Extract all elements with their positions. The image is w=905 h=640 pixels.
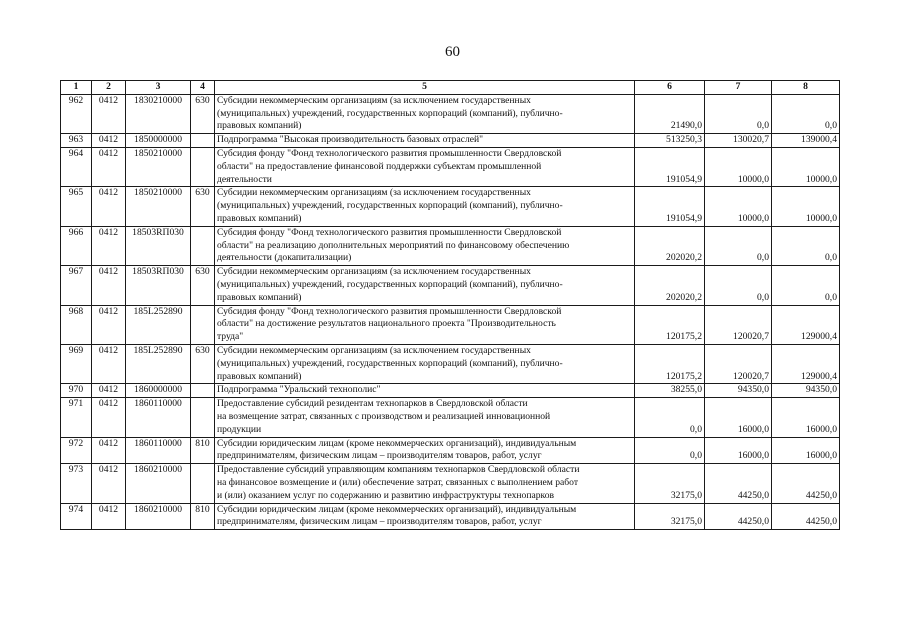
row-number-cell: 969: [61, 344, 92, 383]
target-code-cell: 185L252890: [126, 344, 191, 383]
column-header: 7: [705, 81, 772, 95]
section-code-cell: 0412: [92, 94, 126, 133]
amount-col6-cell: 120175,2: [635, 344, 705, 383]
amount-col7-cell: 16000,0: [705, 398, 772, 437]
description-cell: Подпрограмма "Уральский технополис": [215, 384, 635, 398]
amount-col6-cell: 202020,2: [635, 266, 705, 305]
amount-col8-cell: 16000,0: [772, 437, 840, 464]
section-code-cell: 0412: [92, 187, 126, 226]
amount-col7-cell: 0,0: [705, 226, 772, 265]
column-header: 1: [61, 81, 92, 95]
expense-type-cell: 630: [191, 94, 215, 133]
target-code-cell: 1850000000: [126, 134, 191, 148]
row-number-cell: 967: [61, 266, 92, 305]
table-row: [61, 187, 840, 226]
column-header: 2: [92, 81, 126, 95]
amount-col7-cell: 16000,0: [705, 437, 772, 464]
row-number-cell: 971: [61, 398, 92, 437]
row-number-cell: 973: [61, 464, 92, 503]
target-code-cell: 1860000000: [126, 384, 191, 398]
table-row: [61, 437, 840, 464]
description-cell: Подпрограмма "Высокая производительность базовых отраслей": [215, 134, 635, 148]
table-row: [61, 464, 840, 503]
expense-type-cell: [191, 134, 215, 148]
amount-col7-cell: 94350,0: [705, 384, 772, 398]
expense-type-cell: 630: [191, 266, 215, 305]
expense-type-cell: [191, 398, 215, 437]
section-code-cell: 0412: [92, 384, 126, 398]
amount-col6-cell: 513250,3: [635, 134, 705, 148]
target-code-cell: 18503RП030: [126, 266, 191, 305]
target-code-cell: 185L252890: [126, 305, 191, 344]
description-cell: Предоставление субсидий резидентам технопарков в Свердловской области на возмещение затрат, связанных с производством и реализацией инновационной продукции: [215, 398, 635, 437]
amount-col8-cell: 129000,4: [772, 305, 840, 344]
expense-type-cell: [191, 147, 215, 186]
table-row: [61, 226, 840, 265]
amount-col8-cell: 44250,0: [772, 464, 840, 503]
column-header: 4: [191, 81, 215, 95]
amount-col7-cell: 130020,7: [705, 134, 772, 148]
amount-col8-cell: 94350,0: [772, 384, 840, 398]
target-code-cell: 1850210000: [126, 147, 191, 186]
expense-type-cell: [191, 226, 215, 265]
amount-col8-cell: 139000,4: [772, 134, 840, 148]
table-row: [61, 398, 840, 437]
description-cell: Субсидии некоммерческим организациям (за исключением государственных (муниципальных) учреждений, государственных корпораций (компаний), публично- правовых компаний): [215, 187, 635, 226]
table-row: [61, 134, 840, 148]
section-code-cell: 0412: [92, 305, 126, 344]
column-header: 5: [215, 81, 635, 95]
row-number-cell: 972: [61, 437, 92, 464]
table-row: [61, 344, 840, 383]
section-code-cell: 0412: [92, 503, 126, 530]
expense-type-cell: [191, 384, 215, 398]
description-cell: Предоставление субсидий управляющим компаниям технопарков Свердловской области на финансовое возмещение и (или) обеспечение затрат, связанных с выполнением работ и (или) оказанием услуг по содержанию и развитию инфраструктуры технопарков: [215, 464, 635, 503]
amount-col6-cell: 0,0: [635, 398, 705, 437]
amount-col8-cell: 10000,0: [772, 147, 840, 186]
row-number-cell: 968: [61, 305, 92, 344]
expense-type-cell: 810: [191, 437, 215, 464]
budget-table: [60, 80, 840, 530]
table-row: [61, 503, 840, 530]
table-row: [61, 305, 840, 344]
page-number: 60: [445, 44, 460, 60]
expense-type-cell: 630: [191, 187, 215, 226]
target-code-cell: 1860210000: [126, 464, 191, 503]
section-code-cell: 0412: [92, 266, 126, 305]
amount-col8-cell: 0,0: [772, 226, 840, 265]
description-cell: Субсидии некоммерческим организациям (за исключением государственных (муниципальных) учреждений, государственных корпораций (компаний), публично- правовых компаний): [215, 94, 635, 133]
section-code-cell: 0412: [92, 437, 126, 464]
amount-col8-cell: 0,0: [772, 94, 840, 133]
column-header: 8: [772, 81, 840, 95]
amount-col6-cell: 191054,9: [635, 187, 705, 226]
section-code-cell: 0412: [92, 226, 126, 265]
amount-col8-cell: 44250,0: [772, 503, 840, 530]
table-row: [61, 266, 840, 305]
section-code-cell: 0412: [92, 398, 126, 437]
amount-col7-cell: 44250,0: [705, 464, 772, 503]
amount-col8-cell: 0,0: [772, 266, 840, 305]
description-cell: Субсидия фонду "Фонд технологического развития промышленности Свердловской области" на предоставление финансовой поддержки субъектам промышленной деятельности: [215, 147, 635, 186]
amount-col8-cell: 129000,4: [772, 344, 840, 383]
amount-col8-cell: 16000,0: [772, 398, 840, 437]
description-cell: Субсидии некоммерческим организациям (за исключением государственных (муниципальных) учреждений, государственных корпораций (компаний), публично- правовых компаний): [215, 344, 635, 383]
amount-col7-cell: 0,0: [705, 94, 772, 133]
expense-type-cell: 630: [191, 344, 215, 383]
row-number-cell: 963: [61, 134, 92, 148]
expense-type-cell: [191, 305, 215, 344]
row-number-cell: 965: [61, 187, 92, 226]
amount-col7-cell: 44250,0: [705, 503, 772, 530]
target-code-cell: 1860110000: [126, 437, 191, 464]
target-code-cell: 1830210000: [126, 94, 191, 133]
amount-col6-cell: 21490,0: [635, 94, 705, 133]
description-cell: Субсидия фонду "Фонд технологического развития промышленности Свердловской области" на реализацию дополнительных мероприятий по финансовому обеспечению деятельности (докапитализации): [215, 226, 635, 265]
amount-col6-cell: 191054,9: [635, 147, 705, 186]
amount-col7-cell: 10000,0: [705, 147, 772, 186]
table-row: [61, 384, 840, 398]
target-code-cell: 1860210000: [126, 503, 191, 530]
target-code-cell: 1860110000: [126, 398, 191, 437]
description-cell: Субсидия фонду "Фонд технологического развития промышленности Свердловской области" на достижение результатов национального проекта "Производительность труда": [215, 305, 635, 344]
section-code-cell: 0412: [92, 464, 126, 503]
description-cell: Субсидии юридическим лицам (кроме некоммерческих организаций), индивидуальным предпринимателям, физическим лицам – производителям товаров, работ, услуг: [215, 503, 635, 530]
row-number-cell: 966: [61, 226, 92, 265]
amount-col7-cell: 120020,7: [705, 344, 772, 383]
column-header: 3: [126, 81, 191, 95]
expense-type-cell: [191, 464, 215, 503]
amount-col7-cell: 10000,0: [705, 187, 772, 226]
column-header: 6: [635, 81, 705, 95]
amount-col6-cell: 32175,0: [635, 464, 705, 503]
amount-col6-cell: 0,0: [635, 437, 705, 464]
amount-col6-cell: 120175,2: [635, 305, 705, 344]
row-number-cell: 962: [61, 94, 92, 133]
amount-col7-cell: 0,0: [705, 266, 772, 305]
row-number-cell: 964: [61, 147, 92, 186]
amount-col7-cell: 120020,7: [705, 305, 772, 344]
section-code-cell: 0412: [92, 344, 126, 383]
description-cell: Субсидии юридическим лицам (кроме некоммерческих организаций), индивидуальным предпринимателям, физическим лицам – производителям товаров, работ, услуг: [215, 437, 635, 464]
expense-type-cell: 810: [191, 503, 215, 530]
amount-col6-cell: 32175,0: [635, 503, 705, 530]
row-number-cell: 970: [61, 384, 92, 398]
target-code-cell: 1850210000: [126, 187, 191, 226]
row-number-cell: 974: [61, 503, 92, 530]
table-row: [61, 147, 840, 186]
header-row: [61, 81, 840, 95]
target-code-cell: 18503RП030: [126, 226, 191, 265]
amount-col6-cell: 202020,2: [635, 226, 705, 265]
table-row: [61, 94, 840, 133]
section-code-cell: 0412: [92, 134, 126, 148]
amount-col8-cell: 10000,0: [772, 187, 840, 226]
section-code-cell: 0412: [92, 147, 126, 186]
description-cell: Субсидии некоммерческим организациям (за исключением государственных (муниципальных) учреждений, государственных корпораций (компаний), публично- правовых компаний): [215, 266, 635, 305]
amount-col6-cell: 38255,0: [635, 384, 705, 398]
